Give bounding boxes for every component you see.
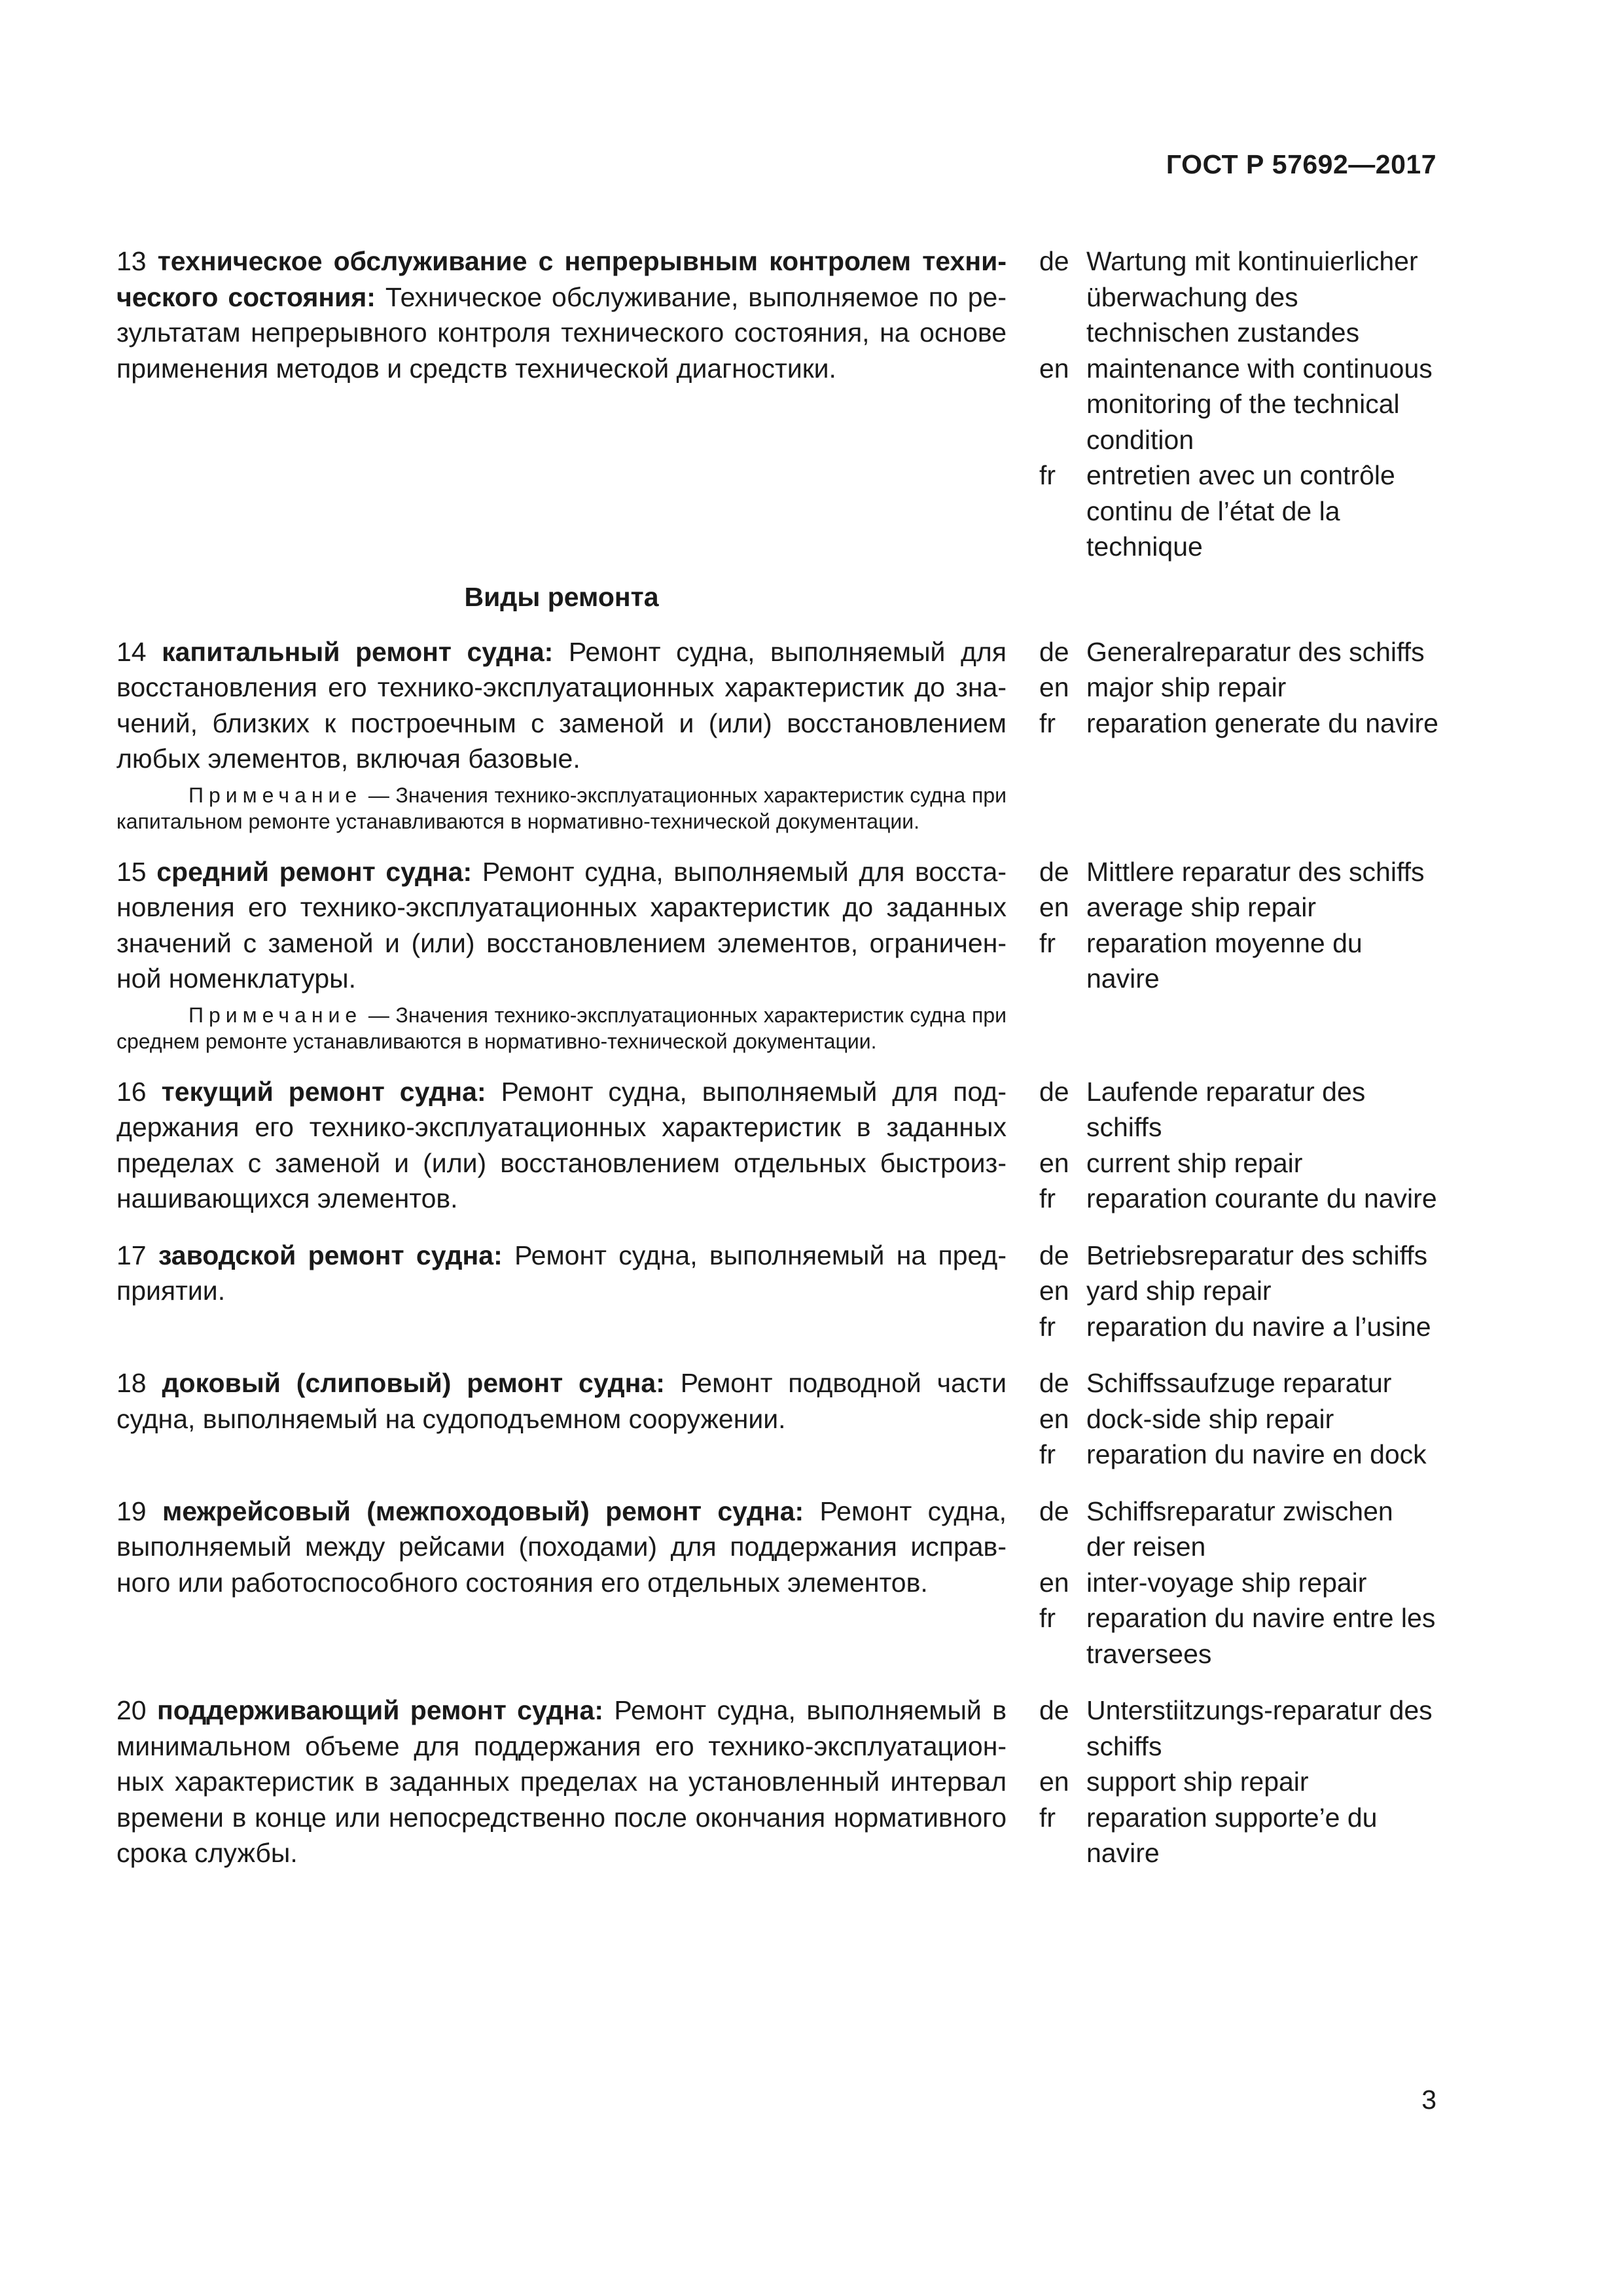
language-code: fr (1039, 927, 1056, 958)
translation-text: Unterstiitzungs-reparatur des schiffs (1086, 1695, 1433, 1761)
term-note (116, 1002, 1007, 1054)
definition-column (116, 1238, 1007, 1345)
term-number: 19 (116, 1496, 147, 1526)
note-text: — Значения технико-эксплуатационных характеристик судна при капитальном ремонте устанавливаются в нормативно-технической документации. (116, 783, 1007, 833)
term-note (116, 782, 1007, 834)
language-code: fr (1039, 460, 1056, 490)
translation-de (1039, 243, 1438, 351)
term-entry-17 (116, 1238, 1438, 1345)
translation-en (1039, 351, 1438, 458)
term-entry-18 (116, 1365, 1438, 1473)
term-entry-14 (116, 634, 1438, 834)
term-definition: Ремонт судна, выполняемый между рейсами (походами) для поддержания исправного или работоспособного состояния его отдельных элементов. (116, 1496, 1007, 1598)
translation-de (1039, 1238, 1438, 1274)
translation-de (1039, 634, 1438, 670)
translation-de (1039, 1693, 1438, 1764)
translation-text: reparation moyenne du navire (1086, 927, 1363, 994)
note-label: Примечание (188, 1003, 363, 1027)
term-title: межрейсовый (межпоходовый) ремонт судна: (162, 1496, 804, 1526)
translation-text: reparation du navire a l’usine (1086, 1311, 1431, 1342)
translation-en (1039, 1401, 1438, 1437)
term-number: 16 (116, 1076, 147, 1107)
page-number: 3 (1421, 2085, 1436, 2115)
term-definition: Ремонт судна, выполняемый для поддержания его технико-эксплуатационных характеристик в заданных пределах с заменой и (или) восстановлением отдельных быстроизнашивающихся элементов. (116, 1076, 1007, 1213)
translation-text: Laufende reparatur des schiffs (1086, 1076, 1366, 1142)
definition-column (116, 1693, 1007, 1871)
translation-de (1039, 854, 1438, 890)
language-code: de (1039, 1076, 1069, 1107)
language-code: en (1039, 1567, 1069, 1598)
translation-fr (1039, 706, 1438, 742)
definition-column (116, 1074, 1007, 1217)
translation-text: current ship repair (1086, 1147, 1303, 1178)
term-entry-16 (116, 1074, 1438, 1217)
translation-fr (1039, 457, 1438, 565)
term-title: капитальный ремонт судна: (162, 636, 554, 667)
translation-fr (1039, 1800, 1438, 1871)
translation-text: reparation du navire entre les traversees (1086, 1603, 1436, 1669)
translation-text: Schiffsreparatur zwischen der reisen (1086, 1496, 1393, 1562)
language-code: fr (1039, 1802, 1056, 1833)
translations-column (1039, 1693, 1438, 1871)
translation-text: average ship repair (1086, 892, 1316, 922)
translations-column (1039, 1074, 1438, 1217)
term-number: 13 (116, 246, 147, 276)
document-code-header: ГОСТ Р 57692—2017 (1166, 149, 1436, 179)
language-code: en (1039, 672, 1069, 702)
language-code: en (1039, 353, 1069, 384)
translation-en (1039, 670, 1438, 706)
language-code: fr (1039, 708, 1056, 738)
translation-en (1039, 1145, 1438, 1181)
translation-fr (1039, 925, 1438, 997)
language-code: fr (1039, 1183, 1056, 1213)
term-entry-20 (116, 1693, 1438, 1871)
term-definition: Ремонт судна, выполняемый на предприятии. (116, 1240, 1007, 1306)
term-definition: Ремонт подводной части судна, выполняемый на судоподъемном сооружении. (116, 1368, 1007, 1434)
translation-text: reparation courante du navire (1086, 1183, 1437, 1213)
language-code: fr (1039, 1439, 1056, 1469)
language-code: fr (1039, 1311, 1056, 1342)
translation-de (1039, 1074, 1438, 1145)
term-entry-15 (116, 854, 1438, 1054)
translation-text: support ship repair (1086, 1767, 1309, 1797)
language-code: en (1039, 1276, 1069, 1306)
translation-text: inter-voyage ship repair (1086, 1567, 1367, 1598)
definition-column (116, 1365, 1007, 1473)
translation-text: reparation du navire en dock (1086, 1439, 1427, 1469)
term-definition: Ремонт судна, выполняемый для восстановления его технико-эксплуатационных характеристик до значений, близких к построечным с заменой и (или) восстановлением любых элементов, включая базовые. (116, 636, 1007, 774)
term-title: поддерживающий ремонт судна: (157, 1695, 603, 1725)
translation-text: reparation generate du navire (1086, 708, 1438, 738)
definition-column (116, 854, 1007, 1054)
translations-column (1039, 243, 1438, 565)
term-definition: Техническое обслуживание, выполняемое по результатам непрерывного контроля технического состояния, на основе применения методов и средств технической диагностики. (116, 281, 1007, 384)
translation-de (1039, 1494, 1438, 1565)
language-code: de (1039, 1368, 1069, 1398)
term-number: 14 (116, 636, 147, 667)
translation-fr (1039, 1600, 1438, 1672)
translation-fr (1039, 1437, 1438, 1473)
language-code: en (1039, 892, 1069, 922)
translation-text: Schiffssaufzuge reparatur (1086, 1368, 1392, 1398)
translation-fr (1039, 1309, 1438, 1345)
language-code: en (1039, 1403, 1069, 1434)
language-code: de (1039, 1695, 1069, 1725)
translation-en (1039, 1273, 1438, 1309)
translation-de (1039, 1365, 1438, 1401)
term-entry-13 (116, 243, 1438, 565)
terms-content (116, 243, 1438, 1871)
definition-column (116, 634, 1007, 834)
definition-column (116, 243, 1007, 565)
term-definition: Ремонт судна, выполняемый для восстановления его технико-эксплуатационных характеристик до заданных значений с заменой и (или) восстановлением элементов, ограниченной номенклатуры. (116, 856, 1007, 994)
language-code: de (1039, 1496, 1069, 1526)
translation-text: reparation supporte’e du navire (1086, 1802, 1378, 1868)
term-title: доковый (слиповый) ремонт судна: (162, 1368, 665, 1398)
definition-column (116, 1494, 1007, 1672)
translations-column (1039, 634, 1438, 834)
translation-text: Betriebsreparatur des schiffs (1086, 1240, 1428, 1270)
term-number: 17 (116, 1240, 147, 1270)
language-code: de (1039, 856, 1069, 887)
translation-fr (1039, 1181, 1438, 1217)
translations-column (1039, 1365, 1438, 1473)
translations-column (1039, 1494, 1438, 1672)
language-code: de (1039, 636, 1069, 667)
translation-text: maintenance with continuous monitoring of the technical condition (1086, 353, 1433, 455)
translation-text: Wartung mit kontinuierlicher überwachung des technischen zustandes (1086, 246, 1418, 348)
term-title: заводской ремонт судна: (158, 1240, 503, 1270)
term-title: техническое обслуживание с непрерывным контролем технического состояния: (116, 246, 1007, 312)
translation-text: yard ship repair (1086, 1276, 1272, 1306)
translation-text: Generalreparatur des schiffs (1086, 636, 1425, 667)
language-code: en (1039, 1767, 1069, 1797)
translation-text: entretien avec un contrôle continu de l’état de la technique (1086, 460, 1395, 562)
translation-text: Mittlere reparatur des schiffs (1086, 856, 1425, 887)
term-definition: Ремонт судна, выполняемый в минимальном объеме для поддержания его технико-эксплуатационных характеристик в заданных пределах на установленный интервал времени в конце или непосредственно после окончания нормативного срока службы. (116, 1695, 1007, 1868)
language-code: en (1039, 1147, 1069, 1178)
translations-column (1039, 854, 1438, 1054)
translation-text: dock-side ship repair (1086, 1403, 1334, 1434)
language-code: de (1039, 246, 1069, 276)
term-number: 18 (116, 1368, 147, 1398)
term-entry-19 (116, 1494, 1438, 1672)
translation-en (1039, 889, 1438, 925)
section-heading: Виды ремонта (464, 581, 659, 612)
term-title: текущий ремонт судна: (161, 1076, 486, 1107)
note-text: — Значения технико-эксплуатационных характеристик судна при среднем ремонте устанавливаются в нормативно-технической документации. (116, 1003, 1007, 1053)
translations-column (1039, 1238, 1438, 1345)
term-number: 20 (116, 1695, 147, 1725)
note-label: Примечание (188, 783, 363, 807)
language-code: fr (1039, 1603, 1056, 1633)
term-number: 15 (116, 856, 147, 887)
translation-en (1039, 1565, 1438, 1601)
language-code: de (1039, 1240, 1069, 1270)
translation-text: major ship repair (1086, 672, 1287, 702)
translation-en (1039, 1764, 1438, 1800)
term-title: средний ремонт судна: (156, 856, 473, 887)
